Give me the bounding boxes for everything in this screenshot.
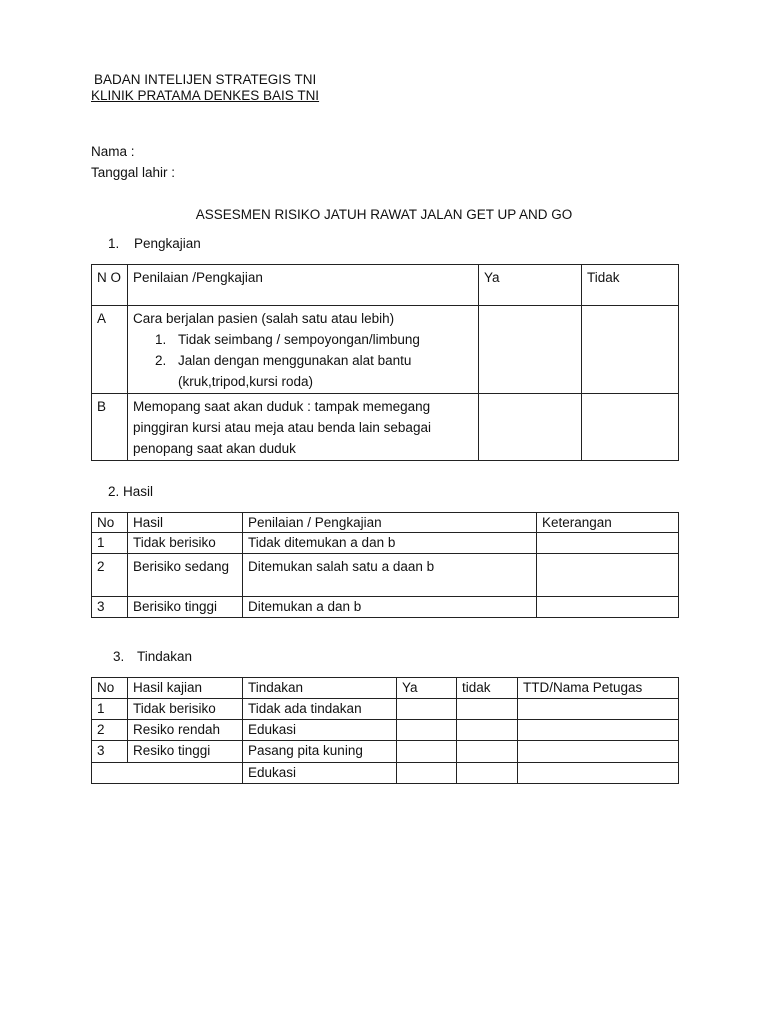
section1-number: 1.: [108, 236, 120, 251]
section2-heading: 2. Hasil: [108, 484, 154, 499]
row-penilaian: Tidak ditemukan a dan b: [243, 533, 537, 554]
ttd-cell[interactable]: [518, 720, 679, 741]
ya-cell[interactable]: [397, 741, 457, 763]
table-header-row: [92, 678, 679, 699]
col-header-ya: Ya: [479, 265, 582, 306]
row-no: A: [92, 306, 128, 394]
row-keterangan[interactable]: [537, 533, 679, 554]
org-name-line2: KLINIK PRATAMA DENKES BAIS TNI: [91, 88, 320, 103]
list-item-number: 2.: [155, 353, 167, 368]
col-header-no: No: [92, 513, 128, 533]
col-header-ya: Ya: [397, 678, 457, 699]
ya-cell[interactable]: [397, 720, 457, 741]
patient-dob-label: Tanggal lahir :: [91, 165, 176, 180]
document-title: ASSESMEN RISIKO JATUH RAWAT JALAN GET UP AND GO: [195, 207, 573, 222]
table-row: [92, 306, 679, 394]
row-penilaian: Memopang saat akan duduk : tampak memegang pinggiran kursi atau meja atau benda lain sebagai penopang saat akan duduk: [128, 394, 479, 461]
org-name-line1: BADAN INTELIJEN STRATEGIS TNI: [94, 72, 317, 87]
row-penilaian: Ditemukan salah satu a daan b: [243, 554, 537, 597]
row-tindakan: Edukasi: [243, 720, 397, 741]
table-header-row: [92, 265, 679, 306]
col-header-tindakan: Tindakan: [243, 678, 397, 699]
row-no: 1: [92, 533, 128, 554]
ya-cell[interactable]: [397, 763, 457, 784]
ttd-cell[interactable]: [518, 741, 679, 763]
col-header-ttd: TTD/Nama Petugas: [518, 678, 679, 699]
row-no: 2: [92, 554, 128, 597]
pengkajian-table: [91, 264, 679, 461]
ttd-cell[interactable]: [518, 699, 679, 720]
col-header-penilaian: Penilaian /Pengkajian: [128, 265, 479, 306]
ya-cell[interactable]: [479, 394, 582, 461]
col-header-tidak: Tidak: [582, 265, 679, 306]
ya-cell[interactable]: [397, 699, 457, 720]
col-header-tidak: tidak: [457, 678, 518, 699]
row-hasil: Tidak berisiko: [128, 699, 243, 720]
table-row: [92, 533, 679, 554]
list-item: [133, 350, 473, 392]
tidak-cell[interactable]: [457, 741, 518, 763]
col-header-penilaian: Penilaian / Pengkajian: [243, 513, 537, 533]
list-item-number: 1.: [155, 332, 167, 347]
row-merged-blank: [92, 763, 243, 784]
table-row: [92, 554, 679, 597]
row-hasil: Berisiko sedang: [128, 554, 243, 597]
row-tindakan: Pasang pita kuning: [243, 741, 397, 763]
section3-heading: Tindakan: [137, 649, 193, 664]
row-no: B: [92, 394, 128, 461]
section1-heading: Pengkajian: [134, 236, 201, 251]
table-row: [92, 763, 679, 784]
col-header-hasil: Hasil: [128, 513, 243, 533]
row-keterangan[interactable]: [537, 554, 679, 597]
patient-name-label: Nama :: [91, 144, 135, 159]
col-header-no: No: [92, 678, 128, 699]
row-tindakan: Tidak ada tindakan: [243, 699, 397, 720]
row-tindakan: Edukasi: [243, 763, 397, 784]
row-penilaian: Ditemukan a dan b: [243, 597, 537, 618]
row-no: 2: [92, 720, 128, 741]
table-row: [92, 741, 679, 763]
row-no: 3: [92, 741, 128, 763]
table-row: [92, 394, 679, 461]
hasil-table: [91, 512, 679, 618]
row-hasil: Resiko tinggi: [128, 741, 243, 763]
list-item: [133, 329, 473, 350]
tindakan-table: [91, 677, 679, 784]
table-row: [92, 720, 679, 741]
tidak-cell[interactable]: [582, 394, 679, 461]
row-hasil: Berisiko tinggi: [128, 597, 243, 618]
tidak-cell[interactable]: [582, 306, 679, 394]
row-keterangan[interactable]: [537, 597, 679, 618]
row-no: 3: [92, 597, 128, 618]
row-hasil: Tidak berisiko: [128, 533, 243, 554]
col-header-keterangan: Keterangan: [537, 513, 679, 533]
row-no: 1: [92, 699, 128, 720]
row-text: Cara berjalan pasien (salah satu atau lebih): [133, 311, 395, 326]
col-header-hasil-kajian: Hasil kajian: [128, 678, 243, 699]
tidak-cell[interactable]: [457, 763, 518, 784]
row-hasil: Resiko rendah: [128, 720, 243, 741]
section3-number: 3.: [113, 649, 125, 664]
table-row: [92, 699, 679, 720]
list-item-text: Jalan dengan menggunakan alat bantu (kruk,tripod,kursi roda): [178, 353, 412, 389]
tidak-cell[interactable]: [457, 720, 518, 741]
table-row: [92, 597, 679, 618]
list-item-text: Tidak seimbang / sempoyongan/limbung: [178, 332, 420, 347]
row-penilaian: [128, 306, 479, 394]
table-header-row: [92, 513, 679, 533]
ya-cell[interactable]: [479, 306, 582, 394]
col-header-no: N O: [92, 265, 128, 306]
ttd-cell[interactable]: [518, 763, 679, 784]
tidak-cell[interactable]: [457, 699, 518, 720]
